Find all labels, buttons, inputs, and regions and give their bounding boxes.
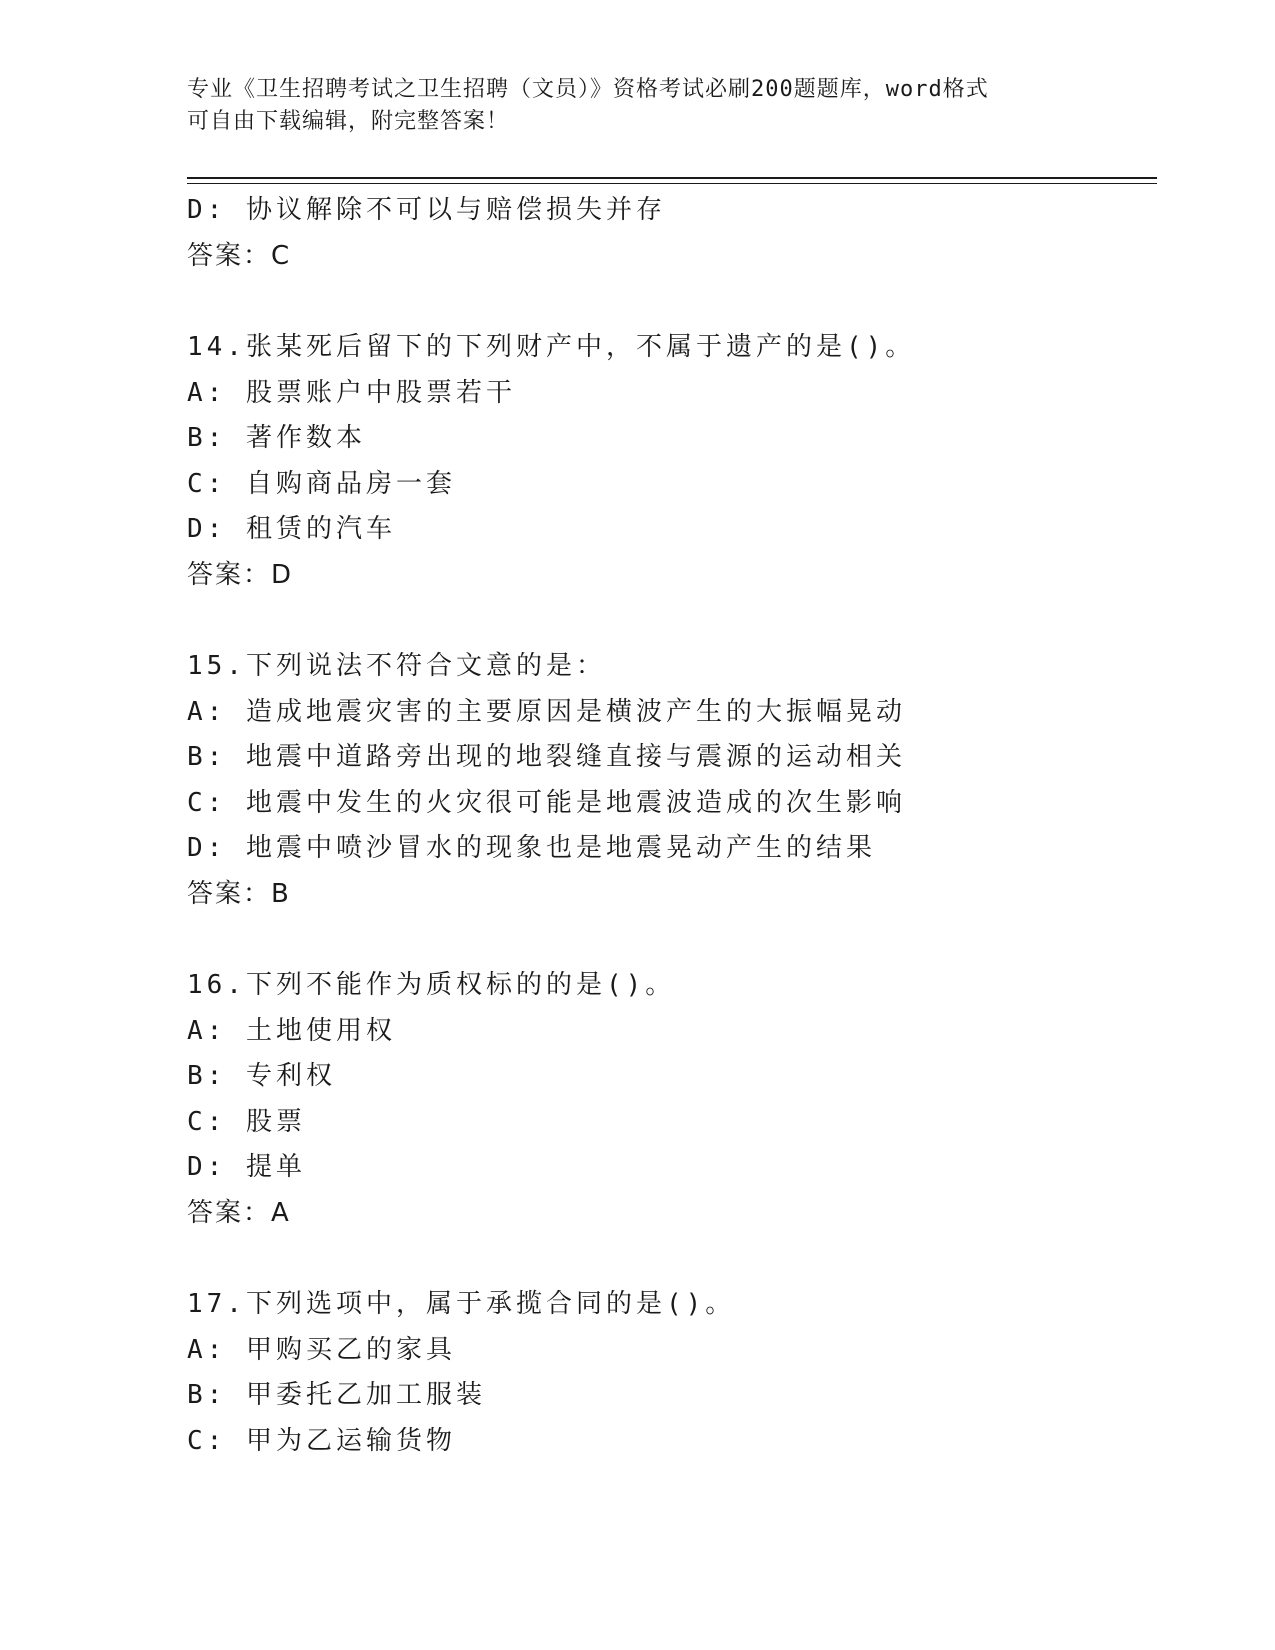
question-17 bbox=[187, 1282, 1167, 1464]
option-a: A: 甲购买乙的家具 bbox=[187, 1334, 456, 1365]
option-c: C: 自购商品房一套 bbox=[187, 468, 456, 499]
option-d: D: 租赁的汽车 bbox=[187, 514, 396, 544]
option-c: C: 股票 bbox=[187, 1106, 306, 1137]
option-d: D: 提单 bbox=[187, 1152, 306, 1182]
answer-line: 答案：A bbox=[187, 1197, 291, 1228]
question-stem: 16.下列不能作为质权标的的是()。 bbox=[187, 970, 676, 1000]
question-13-tail bbox=[187, 188, 1167, 279]
question-stem: 17.下列选项中，属于承揽合同的是()。 bbox=[187, 1289, 736, 1319]
answer-line: 答案：D bbox=[187, 559, 294, 590]
question-15 bbox=[187, 644, 1167, 917]
question-stem: 14.张某死后留下的下列财产中，不属于遗产的是()。 bbox=[187, 332, 916, 362]
option-a: A: 造成地震灾害的主要原因是横波产生的大振幅晃动 bbox=[187, 696, 906, 727]
header-title-line-2: 可自由下载编辑，附完整答案！ bbox=[187, 109, 510, 134]
question-14 bbox=[187, 325, 1167, 598]
option-b: B: 地震中道路旁出现的地裂缝直接与震源的运动相关 bbox=[187, 742, 906, 772]
question-list bbox=[187, 188, 1167, 1464]
header-divider bbox=[187, 177, 1157, 184]
answer-line: 答案：C bbox=[187, 240, 292, 271]
option-a: A: 土地使用权 bbox=[187, 1015, 396, 1046]
option-c: C: 甲为乙运输货物 bbox=[187, 1425, 456, 1456]
option-d: D: 协议解除不可以与赔偿损失并存 bbox=[187, 195, 666, 225]
option-b: B: 专利权 bbox=[187, 1061, 336, 1091]
answer-line: 答案：B bbox=[187, 878, 291, 909]
question-stem: 15.下列说法不符合文意的是： bbox=[187, 651, 606, 681]
option-c: C: 地震中发生的火灾很可能是地震波造成的次生影响 bbox=[187, 787, 906, 818]
document-header bbox=[187, 74, 1087, 138]
option-d: D: 地震中喷沙冒水的现象也是地震晃动产生的结果 bbox=[187, 833, 876, 863]
question-16 bbox=[187, 963, 1167, 1236]
option-a: A: 股票账户中股票若干 bbox=[187, 377, 516, 408]
option-b: B: 甲委托乙加工服装 bbox=[187, 1380, 486, 1410]
header-title-line-1: 专业《卫生招聘考试之卫生招聘（文员）》资格考试必刷200题题库，word格式 bbox=[187, 77, 989, 102]
option-b: B: 著作数本 bbox=[187, 423, 366, 453]
